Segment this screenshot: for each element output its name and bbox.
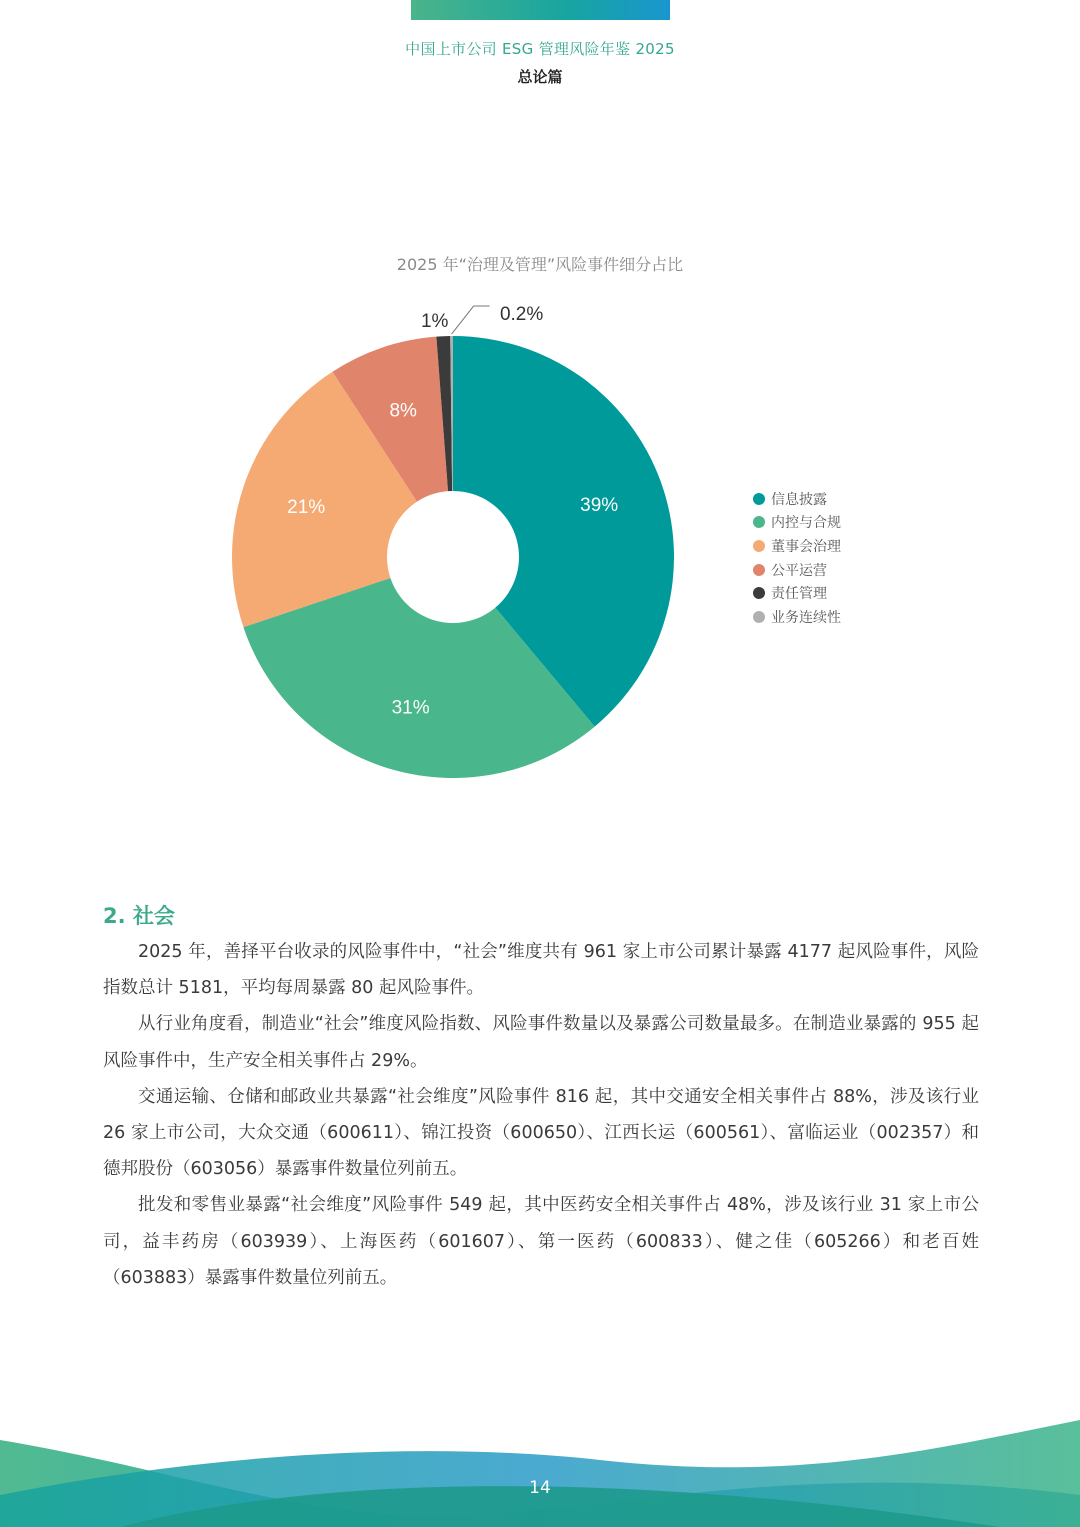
legend-item <box>753 605 841 629</box>
legend-label: 业务连续性 <box>771 609 841 626</box>
legend-item <box>753 511 841 535</box>
legend-label: 内控与合规 <box>771 515 841 532</box>
legend-item <box>753 581 841 605</box>
paragraph: 批发和零售业暴露“社会维度”风险事件 549 起，其中医药安全相关事件占 48%，涉及该行业 31 家上市公司，益丰药房（603939）、上海医药（601607）、第一医药（600833）、健之佳（605266）和老百姓（603883）暴露事件数量位列前五。 <box>103 1195 979 1288</box>
legend-swatch <box>753 540 765 552</box>
legend-label: 责任管理 <box>771 586 827 603</box>
legend-swatch <box>753 587 765 599</box>
slice-label-0: 39% <box>580 494 619 516</box>
legend-label: 公平运营 <box>771 562 827 579</box>
slice-label-2: 21% <box>287 496 326 518</box>
slice-label-4: 1% <box>420 311 449 333</box>
legend-label: 信息披露 <box>771 491 827 508</box>
legend-swatch <box>753 564 765 576</box>
page-number: 14 <box>529 1478 551 1498</box>
legend-swatch <box>753 493 765 505</box>
book-title: 中国上市公司 ESG 管理风险年鉴 2025 <box>405 40 675 58</box>
part-title: 总论篇 <box>517 68 563 86</box>
slice-label-3: 8% <box>389 400 417 422</box>
chart-legend <box>753 487 841 629</box>
paragraph: 从行业角度看，制造业“社会”维度风险指数、风险事件数量以及暴露公司数量最多。在制造业暴露的 955 起风险事件中，生产安全相关事件占 29%。 <box>103 1014 979 1071</box>
leader-line-5 <box>452 306 490 334</box>
slice-label-5: 0.2% <box>499 304 544 326</box>
legend-label: 董事会治理 <box>771 538 841 555</box>
paragraph: 交通运输、仓储和邮政业共暴露“社会维度”风险事件 816 起，其中交通安全相关事件占 88%，涉及该行业 26 家上市公司，大众交通（600611）、锦江投资（600650）、江西长运（600561）、富临运业（002357）和德邦股份（603056）暴露事件数量位列前五。 <box>103 1086 979 1180</box>
legend-item <box>753 558 841 582</box>
legend-swatch <box>753 516 765 528</box>
legend-item <box>753 534 841 558</box>
legend-item <box>753 487 841 511</box>
slice-label-1: 31% <box>391 697 430 719</box>
footer-wave <box>0 1400 1080 1527</box>
body-text <box>103 934 979 1296</box>
paragraph: 2025 年，善择平台收录的风险事件中，“社会”维度共有 961 家上市公司累计暴露 4177 起风险事件，风险指数总计 5181，平均每周暴露 80 起风险事件。 <box>103 942 979 999</box>
section-heading: 2. 社会 <box>103 904 175 928</box>
chart-title: 2025 年“治理及管理”风险事件细分占比 <box>396 255 684 274</box>
legend-swatch <box>753 611 765 623</box>
